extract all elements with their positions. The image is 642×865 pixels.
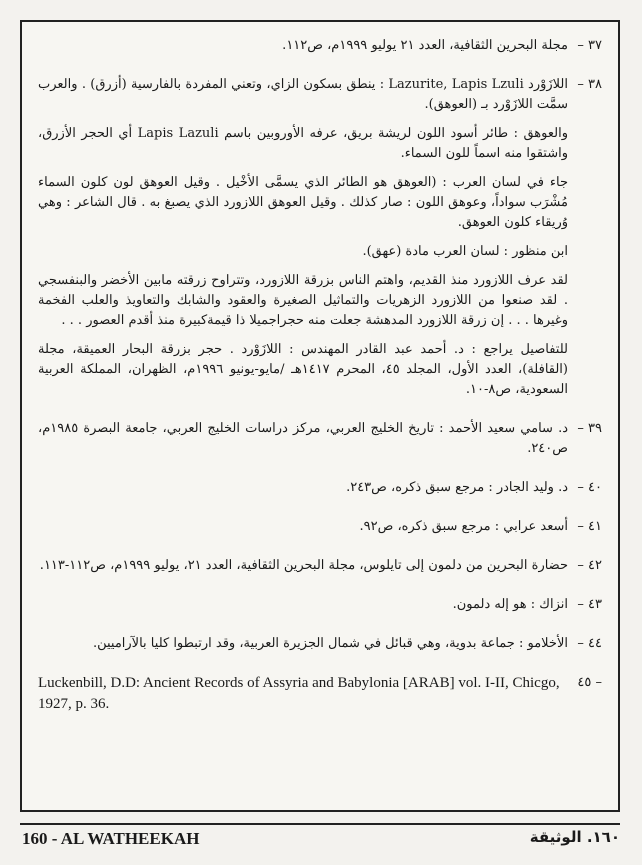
note-number: – ٤٥ <box>577 675 602 690</box>
note-text: أسعد عرابي : مرجع سبق ذكره، ص٩٢. <box>359 519 568 534</box>
note-number: ٤٤ – <box>577 636 602 651</box>
footer-rule <box>20 823 620 825</box>
note-text: الأخلامو : جماعة بدوية، وهي قبائل في شمال الجزيرة العربية، وقد ارتبطوا كليا بالآراميين. <box>92 636 568 651</box>
note-text: د. سامي سعيد الأحمد : تاريخ الخليج العربي، مركز دراسات الخليج العربي، جامعة البصرة ١٩٨٥م، ص٢٤٠. <box>38 421 568 456</box>
note-text: مجلة البحرين الثقافية، العدد ٢١ يوليو ١٩٩٩م، ص١١٢. <box>282 38 568 53</box>
endnotes <box>38 36 602 802</box>
note-number: ٤١ – <box>577 519 602 534</box>
note-37 <box>38 36 602 65</box>
note-text-latin: Luckenbill, D.D: Ancient Records of Assyria and Babylonia [ARAB] vol. I-II, Chicgo, 1927, p. 36. <box>38 675 560 712</box>
note-42 <box>38 556 602 585</box>
note-39 <box>38 419 602 468</box>
note-44 <box>38 634 602 663</box>
note-text: جاء في لسان العرب : (العوهق هو الطائر الذي يسمَّى الأخْيل . وقيل العوهق لون كلون السماء مُشْرَب سواداً، وعوهق اللون : صار كذلك . وقيل العوهق اللازورد الذي يصبغ به . قال الشاعر : وهي وُريقاء كلون العوهق. <box>38 175 568 230</box>
page-frame <box>20 20 620 812</box>
footer-page-label-en: 160 - AL WATHEEKAH <box>22 829 200 848</box>
footer-page-label-ar: ١٦٠. الوثيقة <box>529 828 620 846</box>
note-text: لقد عرف اللازورد منذ القديم، واهتم الناس بزرقة اللازورد، وتتراوح زرقته مابين الأخضر والبنفسجي . لقد صنعوا من اللازورد الزهريات والتماثيل الصغيرة والعقود والشابك والتعاويذ والعلب الفخمة وغيرها . . . إن زرقة اللازورد المدهشة جعلت منه حجراجميلا ذا قيمةكبيرة منذ أقدم العصور . . . <box>38 273 568 328</box>
note-text: ابن منظور : لسان العرب مادة (عهق). <box>362 244 568 259</box>
note-text: د. وليد الجادر : مرجع سبق ذكره، ص٢٤٣. <box>346 480 568 495</box>
note-41 <box>38 517 602 546</box>
note-45 <box>38 673 602 715</box>
note-number: ٤٣ – <box>577 597 602 612</box>
note-text: حضارة البحرين من دلمون إلى تايلوس، مجلة البحرين الثقافية، العدد ٢١، يوليو ١٩٩٩م، ص١١٢-١١٣. <box>39 558 568 573</box>
note-text: والعوهق : طائر أسود اللون لريشة بريق، عرفه الأوروبين باسم Lapis Lazuli أي الحجر الأزرق، واشتقوا منه اسماً للون السماء. <box>38 126 568 161</box>
note-number: ٣٨ – <box>577 77 602 92</box>
note-number: ٣٩ – <box>577 421 602 436</box>
note-text: للتفاصيل يراجع : د. أحمد عبد القادر المهندس : اللازَوْرد . حجر بزرقة البحار العميقة، مجلة (القافلة)، العدد الأول، المجلد ٤٥، المحرم ١٤١٧هـ /مايو-يونيو ١٩٩٦م، الظهران، المملكة العربية السعودية، ص٨-١٠. <box>38 342 568 397</box>
note-number: ٤٠ – <box>577 480 602 495</box>
note-38 <box>38 75 602 409</box>
page-footer <box>0 823 642 863</box>
note-43 <box>38 595 602 624</box>
note-number: ٤٢ – <box>577 558 602 573</box>
note-40 <box>38 478 602 507</box>
note-text: انزاك : هو إله دلمون. <box>452 597 568 612</box>
note-number: ٣٧ – <box>577 38 602 53</box>
note-text: اللازَوْرد Lazurite, Lapis Lzuli : ينطق بسكون الزاي، وتعني المفردة بالفارسية (أزرق) . والعرب سمَّت اللازَوْرد بـ (العوهق). <box>38 77 569 112</box>
